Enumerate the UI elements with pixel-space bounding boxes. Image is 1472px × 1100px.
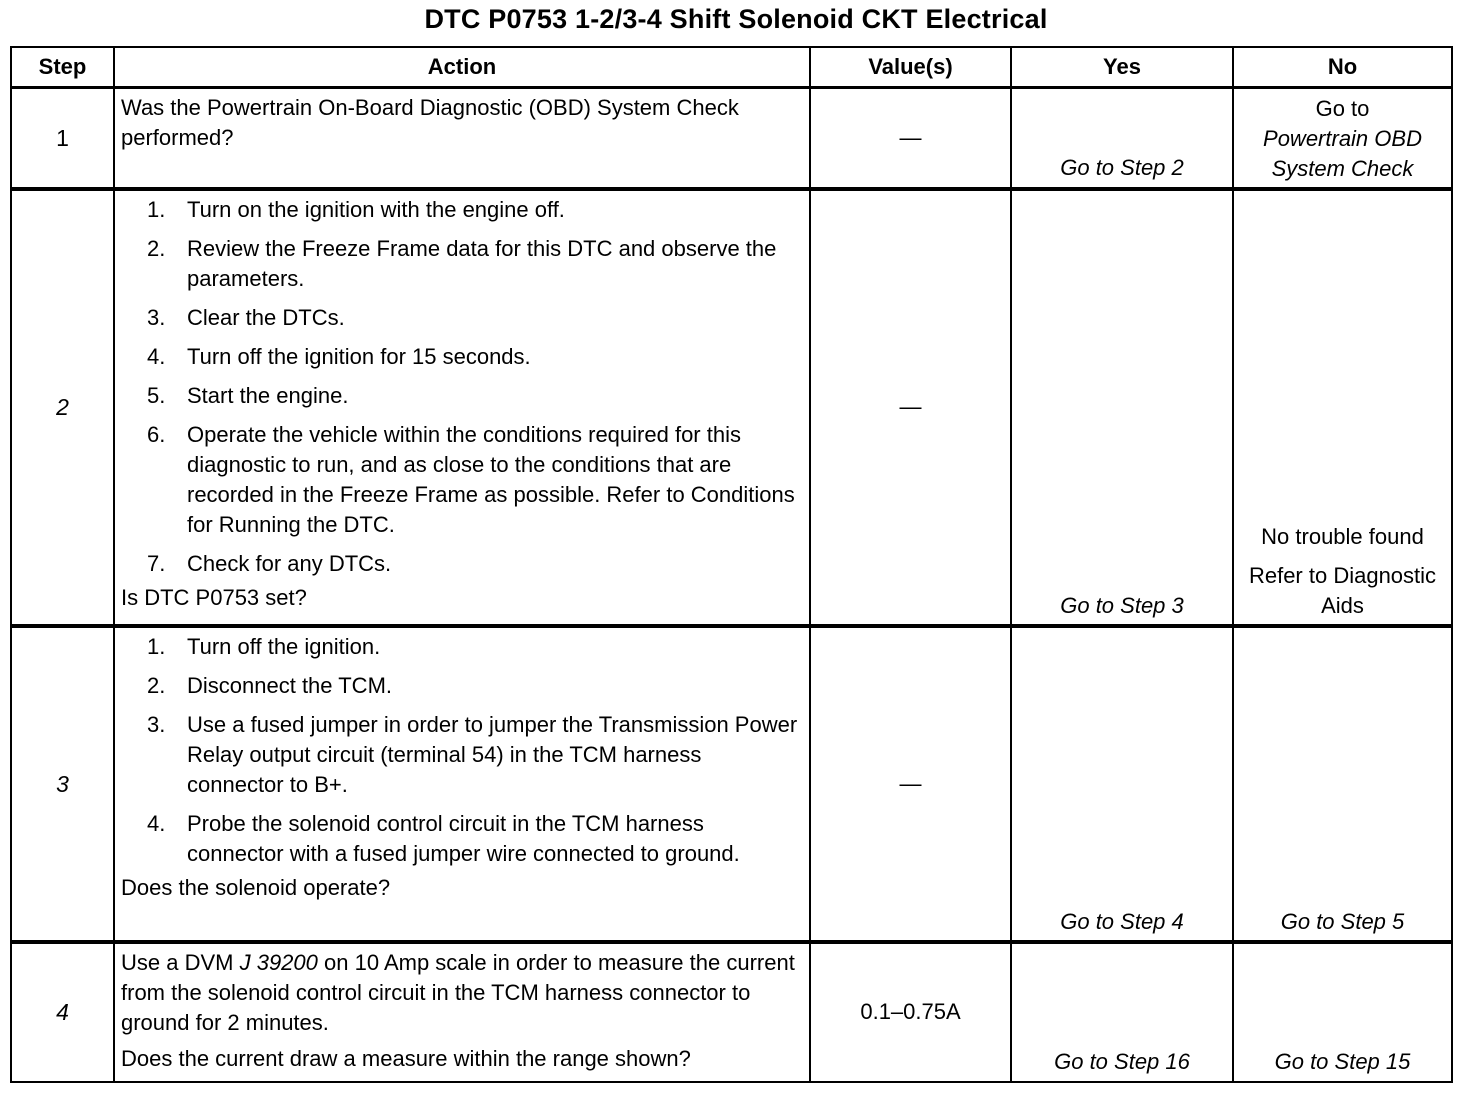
header-action: Action	[114, 47, 810, 88]
step-number: 4	[11, 942, 114, 1082]
value-cell: 0.1–0.75A	[810, 942, 1011, 1082]
action-question: Does the solenoid operate?	[121, 874, 391, 900]
no-link[interactable]: Go to Step 5	[1280, 908, 1405, 934]
action-cell	[114, 88, 810, 189]
step-number: 3	[11, 626, 114, 942]
list-item: 2. Review the Freeze Frame data for this DTC and observe the parameters.	[147, 235, 777, 291]
list-item: 1. Turn off the ignition.	[147, 633, 381, 659]
page-title: DTC P0753 1-2/3-4 Shift Solenoid CKT Electrical	[424, 4, 1048, 34]
action-steps	[121, 632, 803, 869]
header-row	[11, 47, 1452, 88]
no-link[interactable]: Refer to Diagnostic Aids	[1248, 562, 1437, 618]
yes-link[interactable]: Go to Step 2	[1060, 155, 1184, 180]
header-step: Step	[11, 47, 114, 88]
table-row	[11, 189, 1452, 626]
value-cell: —	[810, 88, 1011, 189]
header-values: Value(s)	[810, 47, 1011, 88]
no-link[interactable]: Go to Step 15	[1274, 1048, 1411, 1074]
list-item: 7. Check for any DTCs.	[147, 550, 392, 576]
tool-reference: J 39200	[239, 949, 318, 975]
no-cell	[1233, 189, 1452, 626]
table-row	[11, 942, 1452, 1082]
list-item: 6. Operate the vehicle within the conditions required for this diagnostic to run, and as close to the conditions that are recorded in the Freeze Frame as possible. Refer to Conditions for Running the DTC.	[147, 421, 795, 537]
step-number: 1	[11, 88, 114, 189]
action-cell	[114, 942, 810, 1082]
no-text: Go to	[1315, 96, 1370, 121]
action-question: Does the current draw a measure within the range shown?	[121, 1045, 691, 1071]
yes-cell	[1011, 942, 1233, 1082]
action-cell	[114, 189, 810, 626]
header-yes: Yes	[1011, 47, 1233, 88]
list-item: 3. Use a fused jumper in order to jumper the Transmission Power Relay output circuit (terminal 54) in the TCM harness connector to B+.	[147, 711, 798, 797]
action-cell	[114, 626, 810, 942]
table-row	[11, 626, 1452, 942]
diagnostic-table	[10, 46, 1453, 1083]
action-steps	[121, 195, 803, 579]
no-cell	[1233, 626, 1452, 942]
action-question: Is DTC P0753 set?	[121, 584, 307, 610]
list-item: 4. Turn off the ignition for 15 seconds.	[147, 343, 531, 369]
action-text: Was the Powertrain On-Board Diagnostic (OBD) System Check performed?	[121, 95, 739, 150]
list-item: 4. Probe the solenoid control circuit in the TCM harness connector with a fused jumper wire connected to ground.	[147, 810, 740, 866]
yes-cell	[1011, 88, 1233, 189]
no-text: No trouble found	[1261, 523, 1424, 549]
header-no: No	[1233, 47, 1452, 88]
no-link[interactable]: Powertrain OBD System Check	[1263, 126, 1422, 181]
value-cell: —	[810, 626, 1011, 942]
table-row	[11, 88, 1452, 189]
list-item: 2. Disconnect the TCM.	[147, 672, 393, 698]
action-text: Use a DVM J 39200 on 10 Amp scale in order to measure the current from the solenoid control circuit in the TCM harness connector to ground for 2 minutes.	[121, 949, 795, 1035]
no-cell	[1233, 942, 1452, 1082]
yes-link[interactable]: Go to Step 4	[1060, 908, 1184, 934]
yes-cell	[1011, 626, 1233, 942]
list-item: 1. Turn on the ignition with the engine off.	[147, 196, 565, 222]
yes-link[interactable]: Go to Step 16	[1054, 1048, 1190, 1074]
step-number: 2	[11, 189, 114, 626]
list-item: 3. Clear the DTCs.	[147, 304, 345, 330]
list-item: 5. Start the engine.	[147, 382, 349, 408]
yes-link[interactable]: Go to Step 3	[1060, 592, 1184, 618]
no-cell	[1233, 88, 1452, 189]
yes-cell	[1011, 189, 1233, 626]
value-cell: —	[810, 189, 1011, 626]
